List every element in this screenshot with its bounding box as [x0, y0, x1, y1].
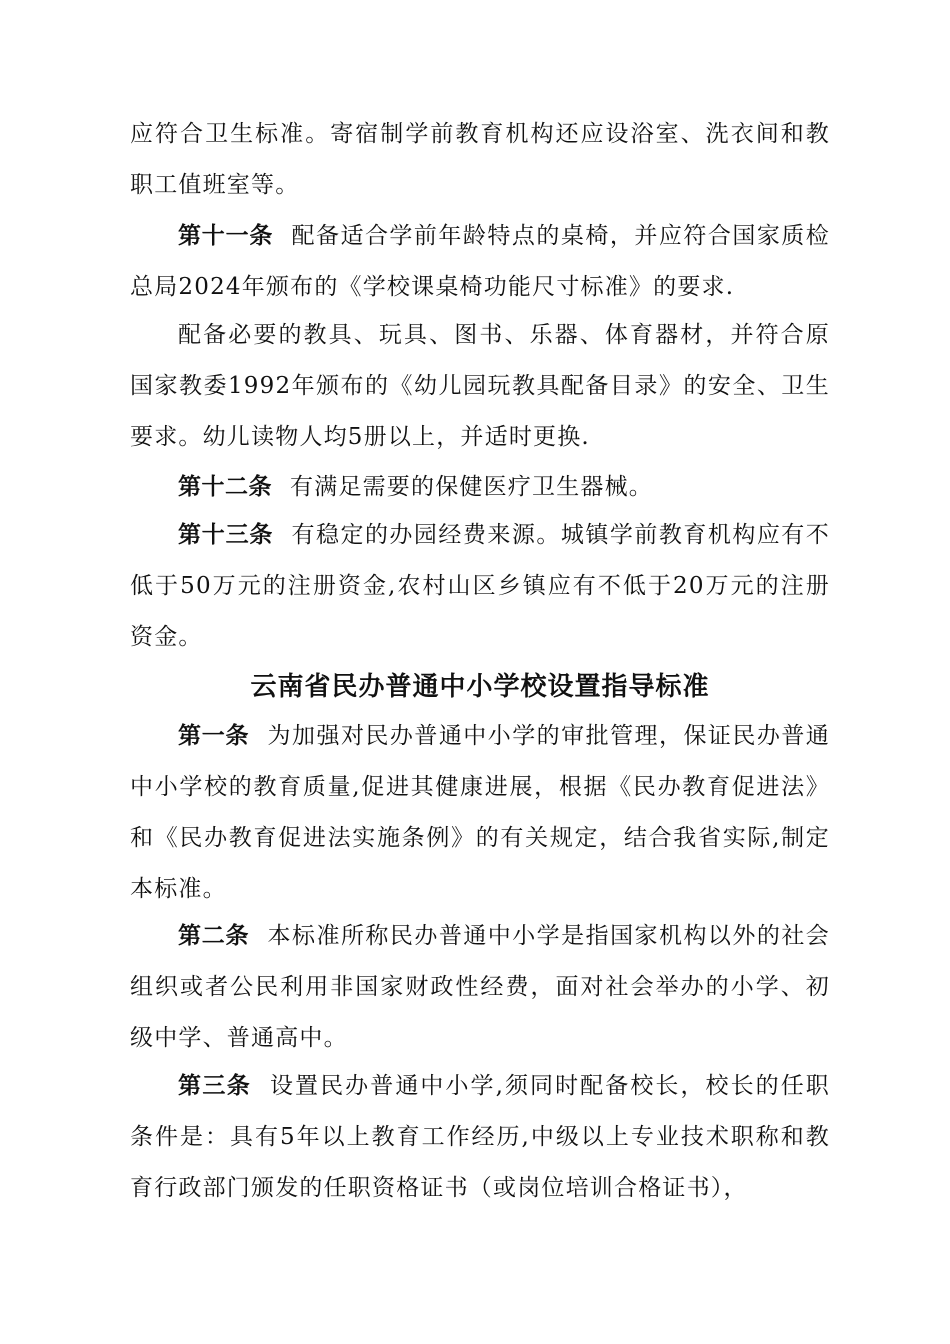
article-number: 第一条 — [178, 723, 250, 749]
paragraph-text: 为加强对民办普通中小学的审批管理，保证民办普通中小学校的教育质量,促进其健康进展，根据《民办教育促进法》和《民办教育促进法实施条例》的有关规定，结合我省实际,制定本标准。 — [130, 723, 830, 902]
paragraph-article-13 — [130, 510, 830, 663]
article-number: 第十一条 — [178, 223, 274, 249]
article-number: 第十二条 — [178, 474, 272, 500]
paragraph-text: 本标准所称民办普通中小学是指国家机构以外的社会组织或者公民利用非国家财政性经费，面对社会举办的小学、初级中学、普通高中。 — [130, 923, 830, 1051]
paragraph-section-article-1 — [130, 711, 830, 915]
paragraph-section-article-3 — [130, 1061, 830, 1214]
paragraph-text: 有稳定的办园经费来源。城镇学前教育机构应有不低于50万元的注册资金,农村山区乡镇应有不低于20万元的注册资金。 — [130, 522, 830, 650]
paragraph-text: 应符合卫生标准。寄宿制学前教育机构还应设浴室、洗衣间和教职工值班室等。 — [130, 121, 830, 198]
section-title: 云南省民办普通中小学校设置指导标准 — [250, 672, 710, 702]
article-number: 第三条 — [178, 1073, 252, 1099]
paragraph-text: 有满足需要的保健医疗卫生器械。 — [290, 474, 653, 500]
paragraph-article-12 — [130, 462, 830, 513]
paragraph-text: 配备适合学前年龄特点的桌椅，并应符合国家质检总局2024年颁布的《学校课桌椅功能尺寸标准》的要求. — [130, 223, 830, 300]
paragraph-continuation — [130, 109, 830, 211]
paragraph-article-11 — [130, 211, 830, 313]
paragraph-text: 设置民办普通中小学,须同时配备校长，校长的任职条件是：具有5年以上教育工作经历,中级以上专业技术职称和教育行政部门颁发的任职资格证书（或岗位培训合格证书）， — [130, 1073, 830, 1201]
paragraph-equipment — [130, 310, 830, 463]
article-number: 第二条 — [178, 923, 250, 949]
paragraph-text: 配备必要的教具、玩具、图书、乐器、体育器材，并符合原国家教委1992年颁布的《幼儿园玩教具配备目录》的安全、卫生要求。幼儿读物人均5册以上，并适时更换. — [130, 322, 830, 450]
paragraph-section-article-2 — [130, 911, 830, 1064]
article-number: 第十三条 — [178, 522, 274, 548]
